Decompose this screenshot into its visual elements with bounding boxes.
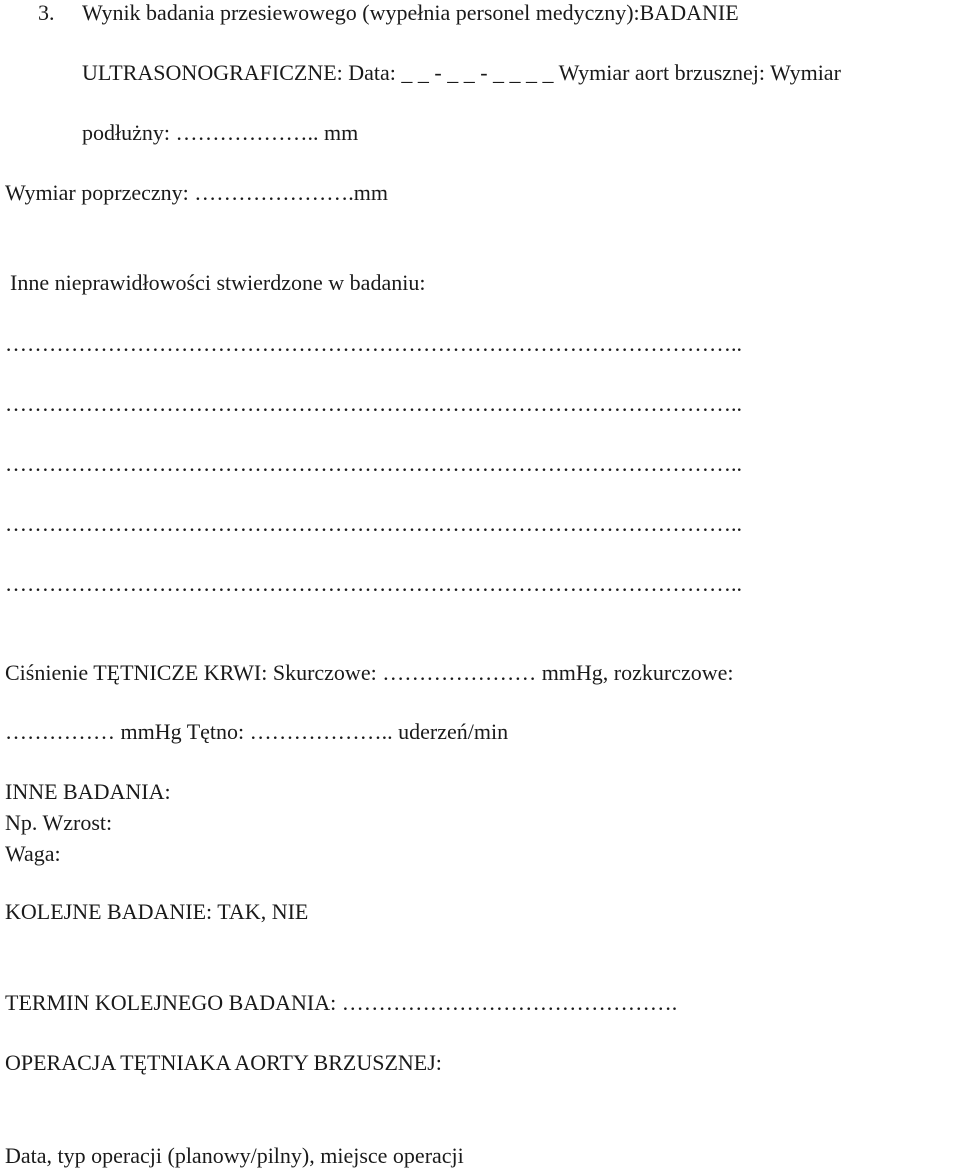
section-title-line2: ULTRASONOGRAFICZNE: Data: _ _ - _ _ - _ _ _ _ Wymiar aort brzusznej: Wymiar xyxy=(82,60,841,85)
longitudinal-dimension-field: podłużny: ……………….. mm xyxy=(82,120,359,145)
section-title-line1: Wynik badania przesiewowego (wypełnia personel medyczny):BADANIE xyxy=(82,0,739,25)
aneurysm-surgery-heading: OPERACJA TĘTNIAKA AORTY BRZUSZNEJ: xyxy=(5,1050,442,1075)
blood-pressure-line: Ciśnienie TĘTNICZE KRWI: Skurczowe: ………………… mmHg, rozkurczowe: xyxy=(5,660,734,685)
dotted-line: ……………………………………………………………………………………….. xyxy=(5,511,742,536)
surgery-details-label: Data, typ operacji (planowy/pilny), miejsce operacji xyxy=(5,1143,464,1168)
weight-label: Waga: xyxy=(5,841,61,866)
other-abnormalities-label: Inne nieprawidłowości stwierdzone w badaniu: xyxy=(10,270,426,295)
dotted-line: ……………………………………………………………………………………….. xyxy=(5,331,742,356)
transverse-dimension-field: Wymiar poprzeczny: ………………….mm xyxy=(5,180,388,205)
other-tests-heading: INNE BADANIA: xyxy=(5,779,171,804)
dotted-line: ……………………………………………………………………………………….. xyxy=(5,391,742,416)
height-label: Np. Wzrost: xyxy=(5,810,113,835)
dotted-line: ……………………………………………………………………………………….. xyxy=(5,571,742,596)
pulse-line: …………… mmHg Tętno: ……………….. uderzeń/min xyxy=(5,719,509,744)
next-exam-line: KOLEJNE BADANIE: TAK, NIE xyxy=(5,899,309,924)
dotted-line: ……………………………………………………………………………………….. xyxy=(5,451,742,476)
next-exam-date-line: TERMIN KOLEJNEGO BADANIA: ………………………………………. xyxy=(5,990,678,1015)
item-number: 3. xyxy=(38,0,55,25)
